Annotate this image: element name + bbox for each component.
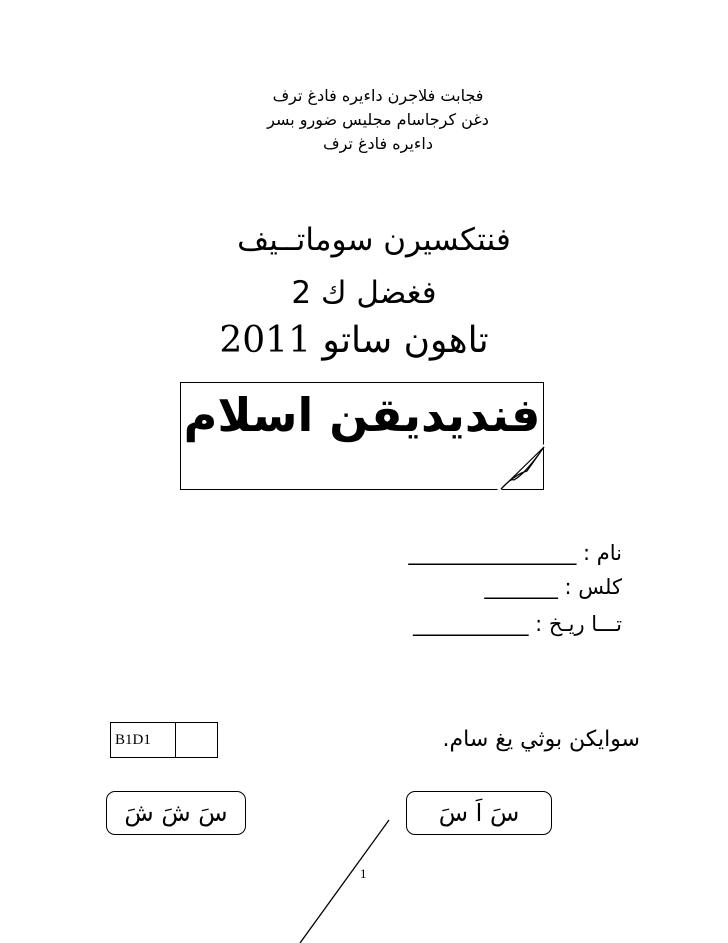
header-line-2: دغن كرجاسام مجليس ضورو بسر — [267, 110, 489, 129]
option-group-right-text: سَ اَ سَ — [438, 799, 520, 827]
code-label: B1D1 — [111, 723, 176, 757]
instruction-text: سوايكن بوثي يغ سام. — [442, 727, 640, 752]
title-line-1: فنتكسيرن سوماتــيف — [237, 222, 511, 258]
header-line-3: داءيره فادغ ترف — [323, 134, 433, 153]
option-group-left-text: سَ شَ شَ — [124, 799, 228, 827]
date-field: تـــا ريـخ : ___________ — [413, 612, 622, 636]
title-line-3: تاهون ساتو 2011 — [219, 320, 489, 361]
title-line-2: فغضل ك 2 — [291, 275, 437, 311]
subject-title: فنديديقن اسلام — [183, 388, 541, 442]
page-number: 1 — [360, 866, 367, 881]
class-field: كلس : _______ — [484, 575, 622, 599]
name-field: نام : ________________ — [408, 541, 622, 565]
header-line-1: فجابت فلاجرن داءيره فادغ ترف — [272, 86, 484, 105]
